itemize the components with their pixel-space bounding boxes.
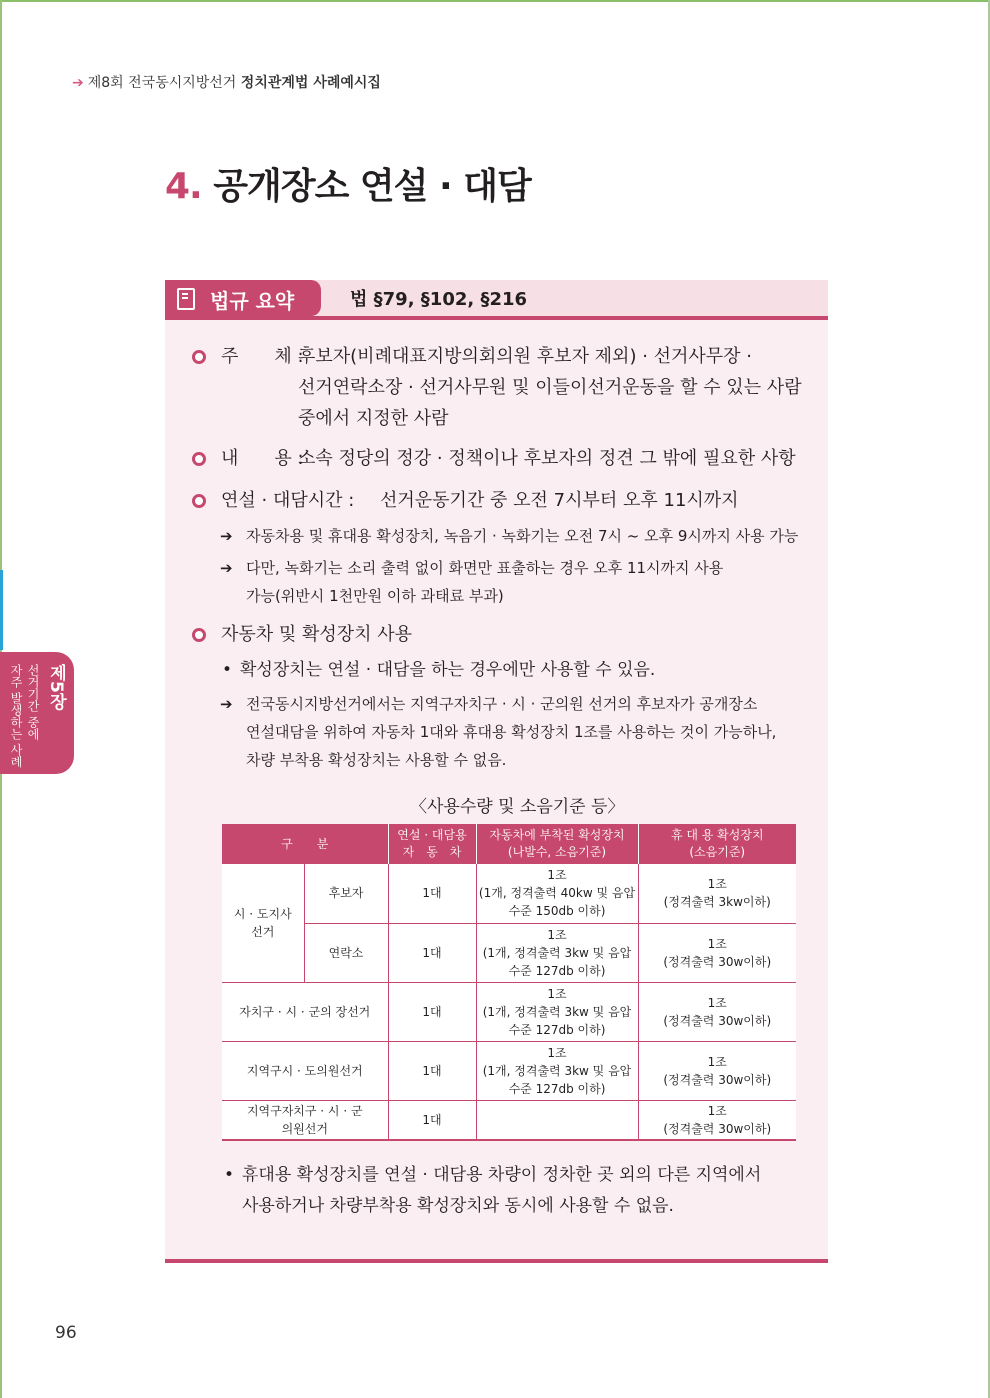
row-count: 1대 — [388, 1100, 476, 1140]
row-car-l2: (1개, 정격출력 3kw 및 음압 — [482, 1004, 632, 1019]
row-car-l1: 1조 — [547, 986, 567, 1001]
row-hand-l2: (정격출력 30w이하) — [663, 1072, 772, 1087]
row-car — [476, 1041, 638, 1100]
subject-line-3: 중에서 지정한 사람 — [298, 408, 449, 429]
car-dot-item — [222, 655, 656, 685]
summary-tab-label: 법규 요약 — [210, 289, 295, 313]
title-number: 4. — [165, 166, 202, 207]
time-sub-2 — [220, 554, 724, 582]
row-hand — [638, 1100, 796, 1140]
row-group: 자치구 · 시 · 군의 장선거 — [222, 982, 388, 1041]
car-label: 자동차 및 확성장치 사용 — [221, 624, 413, 645]
chapter-subtitle-1: 선거기간 중에 — [26, 664, 40, 740]
arrow-icon: ➔ — [72, 75, 84, 91]
header-hand-l1: 휴 대 용 확성장치 — [670, 828, 764, 842]
row-car — [476, 864, 638, 923]
book-icon — [177, 288, 195, 310]
row-hand-l1: 1조 — [707, 936, 727, 951]
row-hand — [638, 864, 796, 923]
running-head — [72, 72, 381, 92]
row-car-l2: (1개, 정격출력 3kw 및 음압 — [482, 945, 632, 960]
side-marker — [0, 570, 3, 650]
row-count: 1대 — [388, 923, 476, 982]
subject-line-1: 후보자(비례대표지방의회의원 후보자 제외) · 선거사무장 · — [298, 346, 753, 367]
final-note-line-2: 사용하거나 차량부착용 확성장치와 동시에 사용할 수 없음. — [242, 1196, 674, 1216]
row-hand-l1: 1조 — [707, 1103, 727, 1118]
header-hand-speaker — [638, 824, 796, 864]
row-car-l3: 수준 127db 이하) — [508, 963, 606, 978]
running-head-prefix: 제8회 전국동시지방선거 — [87, 75, 241, 91]
row-group — [222, 864, 304, 982]
header-car-speaker — [476, 824, 638, 864]
row-car-l2: (1개, 정격출력 40kw 및 음압 — [478, 886, 636, 901]
title-text: 공개장소 연설 · 대담 — [201, 166, 531, 207]
row-hand — [638, 982, 796, 1041]
row-count: 1대 — [388, 982, 476, 1041]
subject-line-2: 선거연락소장 · 선거사무원 및 이들이선거운동을 할 수 있는 사람 — [298, 377, 802, 398]
header-car-l1: 자동차에 부착된 확성장치 — [489, 828, 625, 842]
page-number: 96 — [55, 1323, 77, 1343]
row-car-l2: (1개, 정격출력 3kw 및 음압 — [482, 1063, 632, 1078]
row-hand-l1: 1조 — [707, 877, 727, 892]
summary-panel-bottom-line — [165, 1259, 828, 1263]
row-group-l1: 지역구자치구 · 시 · 군 — [246, 1103, 363, 1118]
row-count: 1대 — [388, 1041, 476, 1100]
table-row — [222, 982, 796, 1041]
row-hand — [638, 1041, 796, 1100]
table-row — [222, 864, 796, 923]
row-car-l3: 수준 127db 이하) — [508, 1022, 606, 1037]
row-car-l1: 1조 — [547, 927, 567, 942]
table-row — [222, 1100, 796, 1140]
content-label: 내 용 : — [221, 448, 304, 469]
row-sub: 연락소 — [304, 923, 388, 982]
table-header-row — [222, 824, 796, 864]
row-group-l1: 시 · 도지사 — [233, 906, 292, 921]
row-hand-l2: (정격출력 3kw이하) — [663, 895, 771, 910]
row-car-empty — [476, 1100, 638, 1140]
car-dot-text: 확성장치는 연설 · 대담을 하는 경우에만 사용할 수 있음. — [240, 660, 656, 680]
header-count-l1: 연설 · 대담용 — [397, 828, 467, 842]
arrow-icon: ➔ — [220, 695, 233, 713]
usage-table — [222, 824, 796, 1141]
car-sub-line-3: 차량 부착용 확성장치는 사용할 수 없음. — [246, 751, 507, 769]
row-group: 지역구시 · 도의원선거 — [222, 1041, 388, 1100]
bullet-icon — [192, 494, 206, 508]
chapter-title: 제5장 — [46, 664, 66, 710]
time-sub-1-text: 자동차용 및 휴대용 확성장치, 녹음기 · 녹화기는 오전 7시 ~ 오후 9시까지 사용 가능 — [246, 527, 799, 545]
table-row — [222, 923, 796, 982]
page-title — [165, 158, 531, 209]
content-text: 소속 정당의 정강 · 정책이나 후보자의 정견 그 밖에 필요한 사항 — [298, 448, 796, 469]
row-car-l1: 1조 — [547, 868, 567, 883]
header-car-l2: (나발수, 소음기준) — [507, 845, 607, 859]
header-count-l2: 자 동 차 — [402, 845, 462, 859]
chapter-tab — [0, 652, 74, 774]
header-hand-l2: (소음기준) — [689, 845, 746, 859]
row-hand-l2: (정격출력 30w이하) — [663, 1121, 772, 1136]
law-reference: 법 §79, §102, §216 — [350, 289, 528, 310]
row-car — [476, 982, 638, 1041]
row-group-l2: 선거 — [251, 924, 275, 939]
arrow-icon: ➔ — [220, 559, 233, 577]
dot-icon: • — [222, 660, 233, 680]
row-hand — [638, 923, 796, 982]
time-sub-2-line-2: 가능(위반시 1천만원 이하 과태료 부과) — [246, 587, 504, 605]
bullet-icon — [192, 452, 206, 466]
running-head-bold: 정치관계법 사례예시집 — [240, 75, 381, 91]
final-note — [224, 1160, 762, 1190]
table-row — [222, 1041, 796, 1100]
time-sub-2-line-1: 다만, 녹화기는 소리 출력 없이 화면만 표출하는 경우 오후 11시까지 사용 — [246, 559, 724, 577]
table-caption: 〈사용수량 및 소음기준 등〉 — [410, 797, 625, 817]
row-car-l3: 수준 127db 이하) — [508, 1081, 606, 1096]
bullet-icon — [192, 628, 206, 642]
header-division: 구 분 — [222, 824, 388, 864]
row-group-l2: 의원선거 — [281, 1121, 328, 1136]
chapter-subtitle-2: 자주 발생하는 사례 — [9, 664, 23, 768]
car-sub — [220, 690, 758, 718]
car-sub-line-1: 전국동시지방선거에서는 지역구자치구 · 시 · 군의원 선거의 후보자가 공개장소 — [246, 695, 758, 713]
row-sub: 후보자 — [304, 864, 388, 923]
time-label: 연설 · 대담시간 : — [221, 490, 355, 511]
page-top-edge — [0, 0, 990, 2]
row-hand-l1: 1조 — [707, 1054, 727, 1069]
car-sub-line-2: 연설대담을 위하여 자동차 1대와 휴대용 확성장치 1조를 사용하는 것이 가능하나, — [246, 723, 777, 741]
row-car-l3: 수준 150db 이하) — [508, 904, 606, 919]
time-sub-1 — [220, 522, 799, 550]
row-hand-l2: (정격출력 30w이하) — [663, 954, 772, 969]
row-car — [476, 923, 638, 982]
dot-icon: • — [224, 1165, 235, 1185]
summary-tab — [165, 280, 321, 316]
row-count: 1대 — [388, 864, 476, 923]
final-note-line-1: 휴대용 확성장치를 연설 · 대담용 차량이 정차한 곳 외의 다른 지역에서 — [242, 1165, 762, 1185]
header-count — [388, 824, 476, 864]
bullet-icon — [192, 350, 206, 364]
row-hand-l1: 1조 — [707, 995, 727, 1010]
subject-label: 주 체 : — [221, 346, 304, 367]
arrow-icon: ➔ — [220, 527, 233, 545]
row-hand-l2: (정격출력 30w이하) — [663, 1013, 772, 1028]
row-group — [222, 1100, 388, 1140]
time-text: 선거운동기간 중 오전 7시부터 오후 11시까지 — [380, 490, 739, 511]
row-car-l1: 1조 — [547, 1045, 567, 1060]
